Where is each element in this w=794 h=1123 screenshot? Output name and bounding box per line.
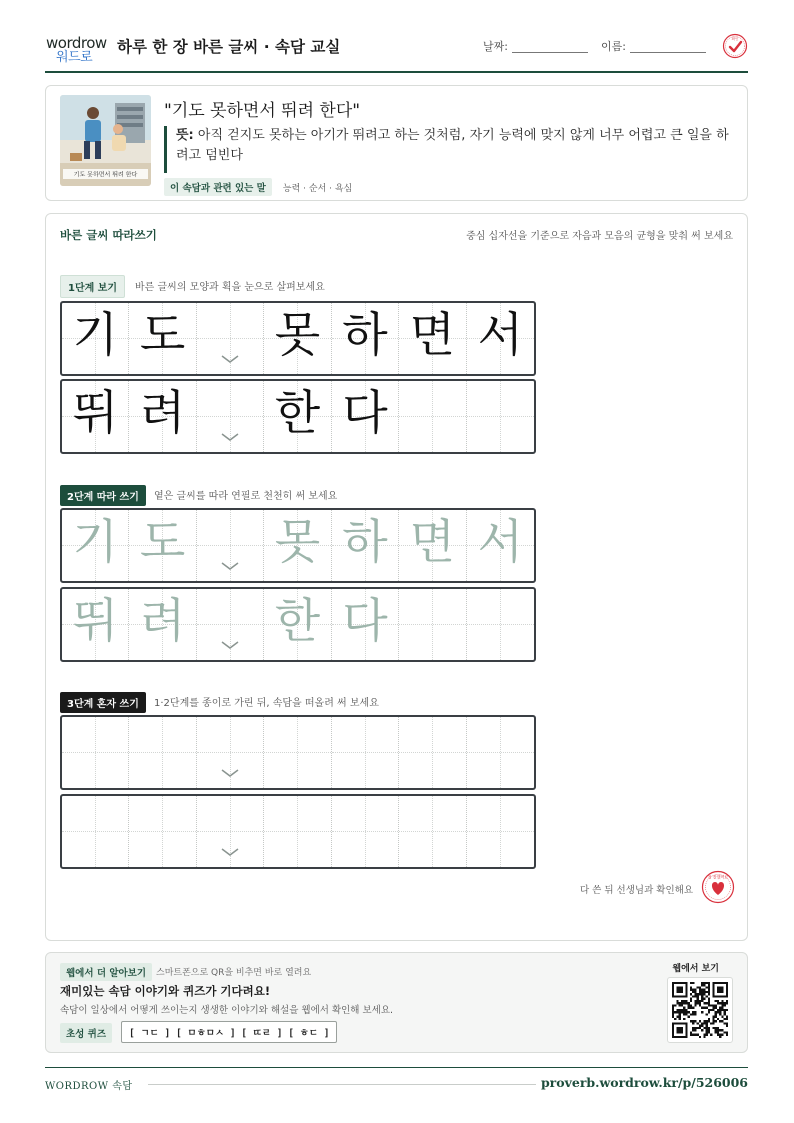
guide-line: [432, 589, 433, 660]
step2-row1[interactable]: [60, 508, 536, 583]
grid-cell[interactable]: [129, 510, 196, 581]
grid-cell[interactable]: [62, 589, 129, 660]
svg-text:확인: 확인: [731, 37, 739, 41]
grid-cell: [197, 381, 264, 452]
space-mark-icon: [221, 561, 239, 571]
grid-cell[interactable]: [129, 796, 196, 867]
hangul-char: 기: [72, 308, 118, 363]
svg-text:기도 못하면서 뛰려 한다: 기도 못하면서 뛰려 한다: [73, 171, 138, 179]
related-keywords: 능력 · 순서 · 욕심: [282, 184, 353, 194]
grid-cell[interactable]: [399, 510, 466, 581]
qr-code-icon: [672, 982, 728, 1038]
grid-cell[interactable]: [467, 589, 534, 660]
guide-line: [365, 717, 366, 788]
step1-desc: 바른 글씨의 모양과 획을 눈으로 살펴보세요: [135, 282, 325, 293]
check-stamp-icon: [722, 33, 748, 59]
step1-badge: 1단계 보기: [60, 275, 125, 298]
grid-cell: [129, 303, 196, 374]
step3-desc: 1·2단계를 종이로 가린 뒤, 속담을 떠올려 써 보세요: [154, 698, 379, 709]
hangul-char: 뛰: [72, 594, 118, 649]
grid-cell: [399, 303, 466, 374]
guide-line: [365, 796, 366, 867]
hangul-char: 면: [409, 515, 456, 570]
page-footer: [45, 1067, 748, 1097]
grid-cell: [467, 303, 534, 374]
meaning-label: 뜻:: [176, 128, 194, 143]
guide-line: [432, 381, 433, 452]
hangul-char: 려: [139, 386, 186, 441]
web-more-box: [45, 952, 748, 1053]
grid-cell: [399, 381, 466, 452]
space-mark-icon: [221, 768, 239, 778]
qr-code[interactable]: [667, 977, 733, 1043]
practice-panel: [45, 213, 748, 941]
grid-cell[interactable]: [467, 510, 534, 581]
grid-cell[interactable]: [467, 717, 534, 788]
hangul-char: 한: [274, 594, 321, 649]
grid-cell: [264, 381, 331, 452]
grid-cell[interactable]: [197, 589, 264, 660]
hangul-char: 도: [139, 515, 186, 570]
hangul-char: 려: [139, 594, 186, 649]
space-mark-icon: [221, 432, 239, 442]
hangul-char: 하: [342, 308, 388, 363]
date-label: 날짜:: [483, 40, 508, 53]
hangul-char: 다: [342, 594, 388, 649]
hangul-char: 못: [274, 308, 321, 363]
step3-row1[interactable]: [60, 715, 536, 790]
grid-cell[interactable]: [197, 717, 264, 788]
hangul-char: 서: [477, 515, 523, 570]
grid-cell: [62, 381, 129, 452]
grid-cell[interactable]: [332, 796, 399, 867]
grid-cell[interactable]: [399, 717, 466, 788]
qr-label: 웹에서 보기: [672, 964, 719, 974]
hangul-char: 도: [139, 308, 186, 363]
name-field[interactable]: [601, 38, 626, 54]
grid-cell[interactable]: [62, 796, 129, 867]
guide-line: [162, 717, 163, 788]
web-tag: 웹에서 더 알아보기: [60, 963, 152, 981]
space-mark-icon: [221, 847, 239, 857]
grid-cell: [197, 303, 264, 374]
related-words: [164, 176, 352, 192]
guide-line: [95, 717, 96, 788]
guide-line: [500, 796, 501, 867]
hangul-char: 못: [274, 515, 321, 570]
grid-cell[interactable]: [264, 589, 331, 660]
related-tag: 이 속담과 관련 있는 말: [164, 178, 272, 196]
grid-cell[interactable]: [467, 796, 534, 867]
guide-line: [297, 796, 298, 867]
guide-line: [162, 796, 163, 867]
step3-badge: 3단계 혼자 쓰기: [60, 692, 146, 713]
page-header: [45, 30, 748, 73]
web-description: 속담이 일상에서 어떻게 쓰이는지 생생한 이야기와 해설을 웹에서 확인해 보세요.: [60, 1005, 394, 1016]
hangul-char: 하: [342, 515, 388, 570]
space-mark-icon: [221, 354, 239, 364]
step1-row1: [60, 301, 536, 376]
practice-title: 바른 글씨 따라쓰기: [60, 228, 157, 242]
proverb-meaning: [164, 126, 734, 173]
quiz-initials: [ ㄱㄷ ] [ ㅁㅎㅁㅅ ] [ ㄸㄹ ] [ ㅎㄷ ]: [121, 1021, 337, 1043]
wordrow-logo: wordrow 워드로: [46, 34, 107, 65]
guide-line: [95, 796, 96, 867]
grid-cell: [129, 381, 196, 452]
guide-line: [500, 381, 501, 452]
grid-cell[interactable]: [264, 796, 331, 867]
name-line: [630, 52, 706, 53]
grid-cell[interactable]: [264, 510, 331, 581]
grid-cell[interactable]: [332, 717, 399, 788]
footer-url[interactable]: proverb.wordrow.kr/p/526006: [540, 1075, 748, 1090]
grid-cell[interactable]: [62, 717, 129, 788]
grid-cell[interactable]: [62, 510, 129, 581]
date-field[interactable]: [483, 38, 508, 54]
hangul-char: 서: [477, 308, 523, 363]
grid-cell[interactable]: [129, 717, 196, 788]
practice-hint: 중심 십자선을 기준으로 자음과 모음의 균형을 맞춰 써 보세요: [466, 231, 733, 242]
grid-cell[interactable]: [399, 589, 466, 660]
well-done-stamp-icon: [701, 870, 735, 904]
step1-row2: [60, 379, 536, 454]
proverb-card: [45, 85, 748, 201]
grid-cell: [332, 303, 399, 374]
guide-line: [432, 717, 433, 788]
grid-cell[interactable]: [399, 796, 466, 867]
page-title: 하루 한 장 바른 글씨 · 속담 교실: [117, 38, 341, 56]
grid-cell[interactable]: [332, 589, 399, 660]
hangul-char: 뛰: [72, 386, 118, 441]
hangul-char: 기: [72, 515, 118, 570]
grid-cell: [264, 303, 331, 374]
svg-text:참 잘했어요: 참 잘했어요: [707, 874, 729, 880]
grid-cell[interactable]: [129, 589, 196, 660]
grid-cell[interactable]: [332, 510, 399, 581]
grid-cell: [467, 381, 534, 452]
guide-line: [500, 717, 501, 788]
grid-cell: [332, 381, 399, 452]
meaning-text: 아직 걷지도 못하는 아기가 뛰려고 하는 것처럼, 자기 능력에 맞지 않게 너무 어렵고 큰 일을 하려고 덤빈다: [176, 128, 729, 163]
footer-divider: [148, 1084, 536, 1085]
guide-line: [297, 717, 298, 788]
hangul-char: 한: [274, 386, 321, 441]
grid-cell: [62, 303, 129, 374]
quiz-label: 초성 퀴즈: [60, 1023, 112, 1043]
step2-row2[interactable]: [60, 587, 536, 662]
step3-row2[interactable]: [60, 794, 536, 869]
hangul-char: 다: [342, 386, 388, 441]
hangul-char: 면: [409, 308, 456, 363]
teacher-note: 다 쓴 뒤 선생님과 확인해요: [579, 885, 693, 896]
web-sub: 스마트폰으로 QR을 비추면 바로 열려요: [156, 968, 312, 978]
step2-badge: 2단계 따라 쓰기: [60, 485, 146, 506]
grid-cell[interactable]: [197, 796, 264, 867]
space-mark-icon: [221, 640, 239, 650]
footer-brand: WORDROW 속담: [45, 1081, 133, 1092]
grid-cell[interactable]: [197, 510, 264, 581]
web-headline: 재미있는 속담 이야기와 퀴즈가 기다려요!: [60, 984, 271, 998]
proverb-title: "기도 못하면서 뛰려 한다": [164, 101, 361, 121]
guide-line: [500, 589, 501, 660]
step2-desc: 옅은 글씨를 따라 연필로 천천히 써 보세요: [154, 491, 338, 502]
name-label: 이름:: [601, 40, 626, 53]
date-line: [512, 52, 588, 53]
grid-cell[interactable]: [264, 717, 331, 788]
proverb-illustration: [60, 95, 151, 186]
guide-line: [432, 796, 433, 867]
